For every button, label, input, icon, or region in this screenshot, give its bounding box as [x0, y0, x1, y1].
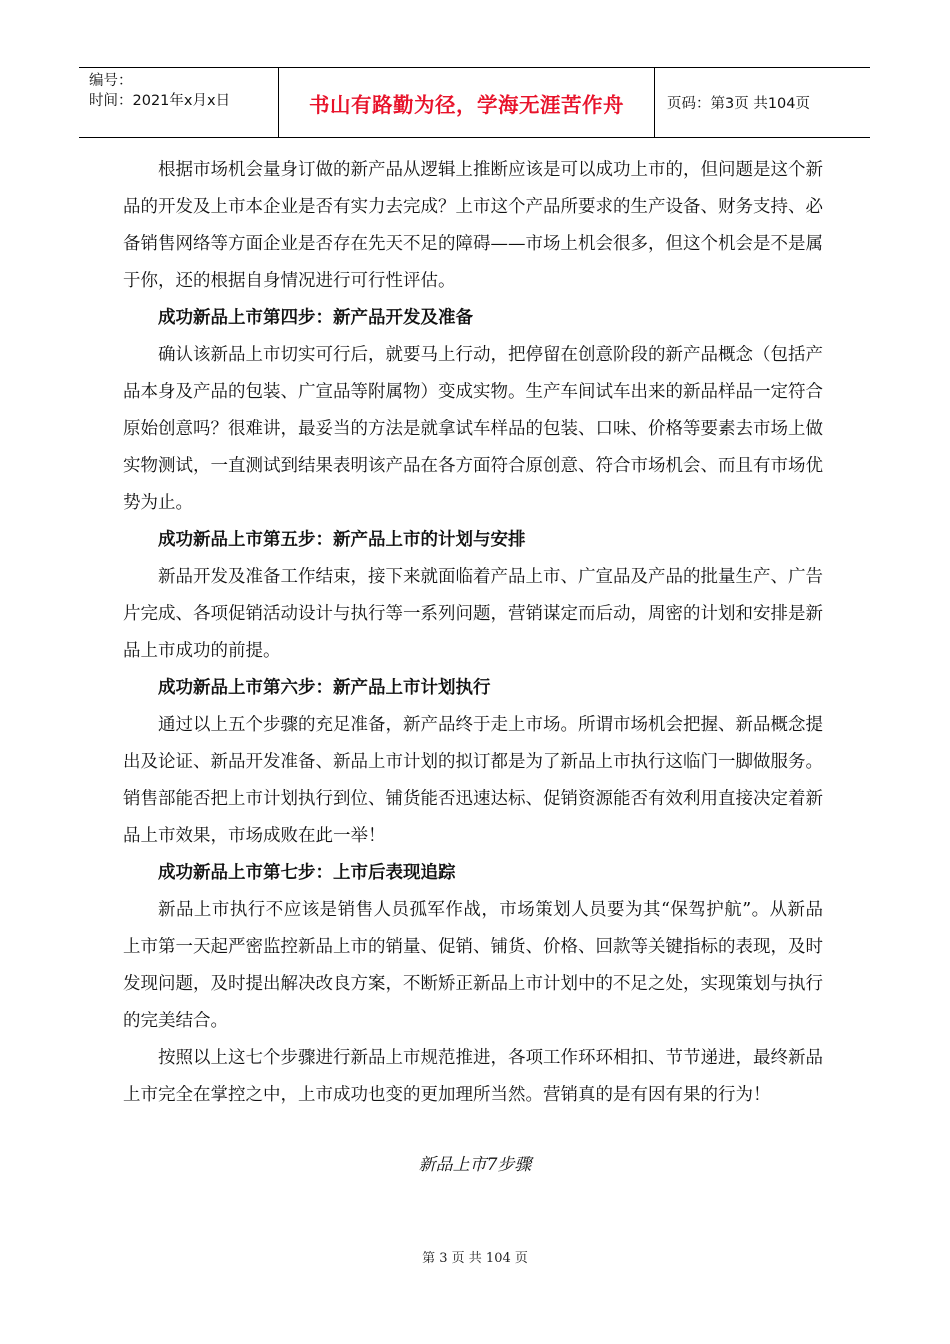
- figure-caption: 新品上市7步骤: [418, 1155, 532, 1175]
- date-label: 时间：2021年x月x日: [89, 93, 231, 109]
- page-header: [79, 67, 870, 138]
- number-label: 编号：: [89, 73, 133, 89]
- paragraph: 确认该新品上市切实可行后，就要马上行动，把停留在创意阶段的新产品概念（包括产品本身及产品的包装、广宣品等附属物）变成实物。生产车间试车出来的新品样品一定符合原始创意吗？很难讲，最妥当的方法是就拿试车样品的包装、口味、价格等要素去市场上做实物测试，一直测试到结果表明该产品在各方面符合原创意、符合市场机会、而且有市场优势为止。: [123, 345, 823, 513]
- section-heading-step7: 成功新品上市第七步：上市后表现追踪: [158, 863, 456, 883]
- header-motto: 书山有路勤为径，学海无涯苦作舟: [279, 68, 655, 137]
- paragraph: 新品开发及准备工作结束，接下来就面临着产品上市、广宣品及产品的批量生产、广告片完成、各项促销活动设计与执行等一系列问题，营销谋定而后动，周密的计划和安排是新品上市成功的前提。: [123, 567, 823, 661]
- paragraph: 新品上市执行不应该是销售人员孤军作战，市场策划人员要为其“保驾护航”。从新品上市第一天起严密监控新品上市的销量、促销、铺货、价格、回款等关键指标的表现，及时发现问题，及时提出解决改良方案，不断矫正新品上市计划中的不足之处，实现策划与执行的完美结合。: [123, 900, 823, 1031]
- section-heading-step4: 成功新品上市第四步：新产品开发及准备: [158, 308, 473, 328]
- document-body: [123, 152, 823, 1114]
- section-heading-step5: 成功新品上市第五步：新产品上市的计划与安排: [158, 530, 526, 550]
- section-heading-step6: 成功新品上市第六步：新产品上市计划执行: [158, 678, 491, 698]
- paragraph: 通过以上五个步骤的充足准备，新产品终于走上市场。所谓市场机会把握、新品概念提出及论证、新品开发准备、新品上市计划的拟订都是为了新品上市执行这临门一脚做服务。销售部能否把上市计划执行到位、铺货能否迅速达标、促销资源能否有效利用直接决定着新品上市效果，市场成败在此一举！: [123, 715, 823, 846]
- page-footer: 第 3 页 共 104 页: [422, 1251, 528, 1266]
- paragraph: 按照以上这七个步骤进行新品上市规范推进，各项工作环环相扣、节节递进，最终新品上市完全在掌控之中，上市成功也变的更加理所当然。营销真的是有因有果的行为！: [123, 1048, 823, 1105]
- header-meta: [79, 68, 279, 137]
- header-page-info: 页码：第3页 共104页: [667, 96, 811, 112]
- paragraph: 根据市场机会量身订做的新产品从逻辑上推断应该是可以成功上市的，但问题是这个新品的开发及上市本企业是否有实力去完成？上市这个产品所要求的生产设备、财务支持、必备销售网络等方面企业是否存在先天不足的障碍——市场上机会很多，但这个机会是不是属于你，还的根据自身情况进行可行性评估。: [123, 160, 823, 291]
